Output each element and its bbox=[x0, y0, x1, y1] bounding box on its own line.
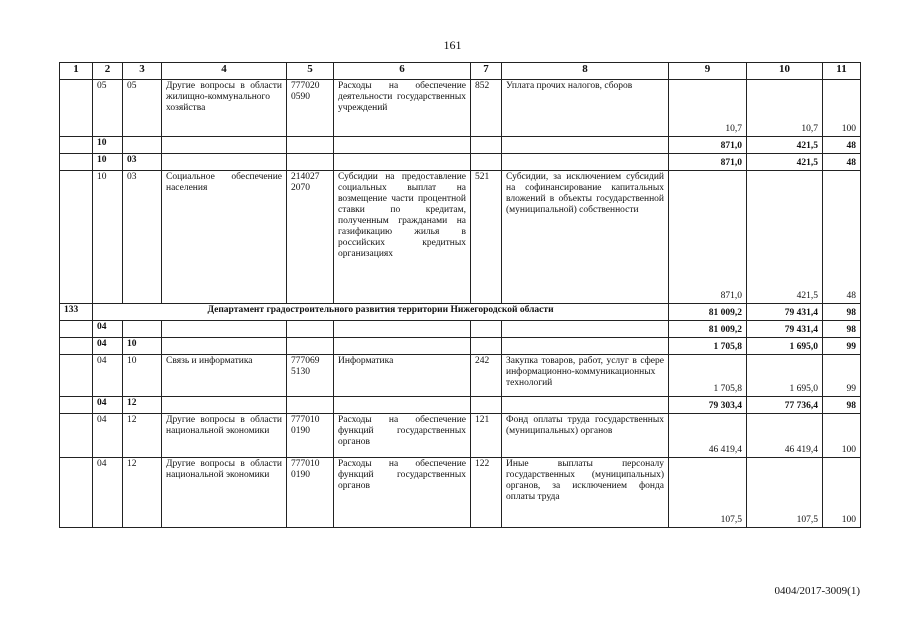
cell-subsection: 05 bbox=[123, 80, 162, 137]
cell-actual: 421,5 bbox=[747, 137, 823, 154]
budget-table bbox=[59, 62, 861, 528]
cell-code bbox=[60, 171, 93, 304]
cell-percent: 99 bbox=[823, 338, 861, 355]
cell-expense-name bbox=[502, 137, 669, 154]
cell-section-name: Другие вопросы в области национальной экономики bbox=[162, 414, 287, 458]
cell-percent: 100 bbox=[823, 414, 861, 458]
table-row bbox=[60, 154, 861, 171]
document-id: 0404/2017-3009(1) bbox=[774, 585, 860, 597]
cell-code bbox=[60, 414, 93, 458]
cell-section: 04 bbox=[93, 355, 123, 397]
header-col-2: 2 bbox=[93, 63, 123, 80]
cell-code bbox=[60, 80, 93, 137]
cell-article-name: Информатика bbox=[334, 355, 471, 397]
cell-section-name bbox=[162, 154, 287, 171]
cell-section: 10 bbox=[93, 137, 123, 154]
cell-section: 10 bbox=[93, 171, 123, 304]
cell-section: 04 bbox=[93, 397, 123, 414]
cell-section-name bbox=[162, 137, 287, 154]
cell-percent: 48 bbox=[823, 154, 861, 171]
cell-code: 133 bbox=[60, 304, 93, 321]
cell-target-article bbox=[287, 397, 334, 414]
cell-target-article: 214027 2070 bbox=[287, 171, 334, 304]
cell-plan: 871,0 bbox=[669, 154, 747, 171]
cell-section-name bbox=[162, 338, 287, 355]
cell-actual: 421,5 bbox=[747, 154, 823, 171]
table-row bbox=[60, 171, 861, 304]
header-col-5: 5 bbox=[287, 63, 334, 80]
cell-section-name bbox=[162, 397, 287, 414]
department-name: Департамент градостроительного развития территории Нижегородской области bbox=[93, 304, 669, 321]
cell-actual: 10,7 bbox=[747, 80, 823, 137]
cell-article-name: Расходы на обеспечение функций государственных органов bbox=[334, 458, 471, 528]
header-col-6: 6 bbox=[334, 63, 471, 80]
cell-plan: 107,5 bbox=[669, 458, 747, 528]
cell-percent: 99 bbox=[823, 355, 861, 397]
cell-section-name: Социальное обеспечение населения bbox=[162, 171, 287, 304]
cell-expense-name bbox=[502, 338, 669, 355]
cell-article-name bbox=[334, 397, 471, 414]
table-row bbox=[60, 321, 861, 338]
cell-expense-type: 521 bbox=[471, 171, 502, 304]
table-row bbox=[60, 80, 861, 137]
table-row bbox=[60, 397, 861, 414]
cell-plan: 871,0 bbox=[669, 171, 747, 304]
cell-section: 04 bbox=[93, 321, 123, 338]
cell-expense-name: Фонд оплаты труда государственных (муниципальных) органов bbox=[502, 414, 669, 458]
cell-article-name: Субсидии на предоставление социальных выплат на возмещение части процентной ставки по кредитам, полученным гражданами на газификацию жилья в российских кредитных организациях bbox=[334, 171, 471, 304]
cell-article-name: Расходы на обеспечение деятельности государственных учреждений bbox=[334, 80, 471, 137]
cell-subsection: 03 bbox=[123, 171, 162, 304]
table-row bbox=[60, 338, 861, 355]
header-row bbox=[60, 63, 861, 80]
cell-target-article: 777069 5130 bbox=[287, 355, 334, 397]
cell-subsection: 12 bbox=[123, 414, 162, 458]
cell-percent: 98 bbox=[823, 304, 861, 321]
cell-section: 04 bbox=[93, 414, 123, 458]
cell-subsection: 03 bbox=[123, 154, 162, 171]
cell-percent: 98 bbox=[823, 321, 861, 338]
cell-plan: 871,0 bbox=[669, 137, 747, 154]
header-col-11: 11 bbox=[823, 63, 861, 80]
cell-section-name: Связь и информатика bbox=[162, 355, 287, 397]
cell-plan: 1 705,8 bbox=[669, 355, 747, 397]
header-col-9: 9 bbox=[669, 63, 747, 80]
cell-code bbox=[60, 338, 93, 355]
cell-expense-name bbox=[502, 154, 669, 171]
cell-code bbox=[60, 137, 93, 154]
table-row bbox=[60, 137, 861, 154]
cell-section-name: Другие вопросы в области жилищно-коммунального хозяйства bbox=[162, 80, 287, 137]
cell-expense-type: 242 bbox=[471, 355, 502, 397]
cell-section: 10 bbox=[93, 154, 123, 171]
cell-actual: 79 431,4 bbox=[747, 321, 823, 338]
cell-code bbox=[60, 458, 93, 528]
cell-section-name: Другие вопросы в области национальной экономики bbox=[162, 458, 287, 528]
cell-actual: 1 695,0 bbox=[747, 355, 823, 397]
cell-article-name bbox=[334, 338, 471, 355]
cell-actual: 77 736,4 bbox=[747, 397, 823, 414]
cell-target-article bbox=[287, 137, 334, 154]
cell-article-name bbox=[334, 154, 471, 171]
cell-percent: 48 bbox=[823, 137, 861, 154]
table-row bbox=[60, 458, 861, 528]
cell-plan: 79 303,4 bbox=[669, 397, 747, 414]
cell-expense-name bbox=[502, 321, 669, 338]
cell-actual: 79 431,4 bbox=[747, 304, 823, 321]
cell-code bbox=[60, 154, 93, 171]
cell-actual: 421,5 bbox=[747, 171, 823, 304]
cell-plan: 46 419,4 bbox=[669, 414, 747, 458]
cell-percent: 100 bbox=[823, 458, 861, 528]
table-row bbox=[60, 414, 861, 458]
cell-percent: 48 bbox=[823, 171, 861, 304]
cell-expense-name: Уплата прочих налогов, сборов bbox=[502, 80, 669, 137]
cell-section: 04 bbox=[93, 458, 123, 528]
cell-target-article bbox=[287, 338, 334, 355]
cell-expense-type bbox=[471, 397, 502, 414]
cell-target-article bbox=[287, 154, 334, 171]
cell-expense-type bbox=[471, 338, 502, 355]
cell-expense-type bbox=[471, 154, 502, 171]
cell-percent: 98 bbox=[823, 397, 861, 414]
cell-expense-name: Закупка товаров, работ, услуг в сфере информационно-коммуникационных технологий bbox=[502, 355, 669, 397]
cell-section-name bbox=[162, 321, 287, 338]
header-col-4: 4 bbox=[162, 63, 287, 80]
cell-section: 04 bbox=[93, 338, 123, 355]
cell-article-name: Расходы на обеспечение функций государственных органов bbox=[334, 414, 471, 458]
cell-actual: 1 695,0 bbox=[747, 338, 823, 355]
cell-code bbox=[60, 321, 93, 338]
cell-subsection: 10 bbox=[123, 338, 162, 355]
header-col-1: 1 bbox=[60, 63, 93, 80]
cell-article-name bbox=[334, 137, 471, 154]
header-col-8: 8 bbox=[502, 63, 669, 80]
cell-subsection: 10 bbox=[123, 355, 162, 397]
cell-plan: 81 009,2 bbox=[669, 304, 747, 321]
cell-section: 05 bbox=[93, 80, 123, 137]
cell-article-name bbox=[334, 321, 471, 338]
header-col-7: 7 bbox=[471, 63, 502, 80]
cell-expense-type: 122 bbox=[471, 458, 502, 528]
header-col-10: 10 bbox=[747, 63, 823, 80]
cell-code bbox=[60, 397, 93, 414]
cell-target-article: 777020 0590 bbox=[287, 80, 334, 137]
cell-percent: 100 bbox=[823, 80, 861, 137]
header-col-3: 3 bbox=[123, 63, 162, 80]
cell-subsection bbox=[123, 321, 162, 338]
cell-expense-type bbox=[471, 321, 502, 338]
cell-subsection: 12 bbox=[123, 458, 162, 528]
cell-plan: 10,7 bbox=[669, 80, 747, 137]
page-number: 161 bbox=[443, 38, 462, 52]
cell-expense-name bbox=[502, 397, 669, 414]
cell-target-article: 777010 0190 bbox=[287, 414, 334, 458]
cell-expense-type: 852 bbox=[471, 80, 502, 137]
cell-plan: 1 705,8 bbox=[669, 338, 747, 355]
cell-expense-name: Субсидии, за исключением субсидий на софинансирование капитальных вложений в объекты государственной (муниципальной) собственности bbox=[502, 171, 669, 304]
cell-actual: 46 419,4 bbox=[747, 414, 823, 458]
cell-target-article bbox=[287, 321, 334, 338]
cell-code bbox=[60, 355, 93, 397]
cell-plan: 81 009,2 bbox=[669, 321, 747, 338]
cell-subsection bbox=[123, 137, 162, 154]
cell-actual: 107,5 bbox=[747, 458, 823, 528]
cell-subsection: 12 bbox=[123, 397, 162, 414]
cell-expense-name: Иные выплаты персоналу государственных (муниципальных) органов, за исключением фонда оплаты труда bbox=[502, 458, 669, 528]
cell-target-article: 777010 0190 bbox=[287, 458, 334, 528]
cell-expense-type: 121 bbox=[471, 414, 502, 458]
department-row bbox=[60, 304, 861, 321]
cell-expense-type bbox=[471, 137, 502, 154]
table-row bbox=[60, 355, 861, 397]
